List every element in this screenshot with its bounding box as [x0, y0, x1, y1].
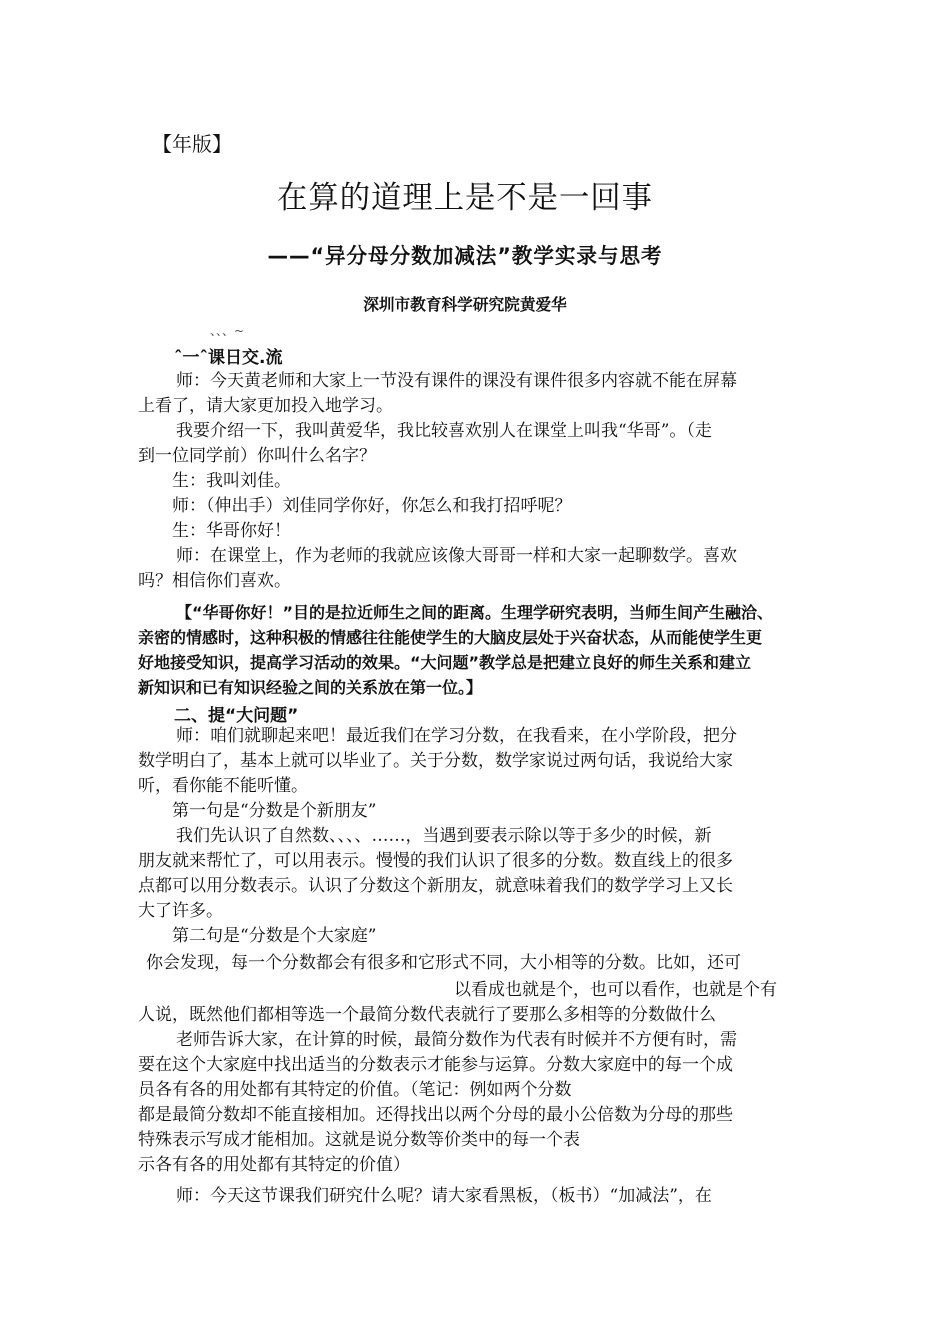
- paragraph-line: 我要介绍一下，我叫黄爱华，我比较喜欢别人在课堂上叫我“华哥”。（走: [176, 421, 712, 441]
- paragraph-line: 生：华哥你好！: [172, 521, 291, 541]
- paragraph-line: 上看了，请大家更加投入地学习。: [138, 396, 393, 416]
- text-fragment: 、、、~: [210, 324, 245, 338]
- paragraph-line: 师：今天这节课我们研究什么呢？请大家看黑板，（板书）“加减法”，在: [176, 1186, 712, 1206]
- paragraph-line: 人说，既然他们都相等选一个最简分数代表就行了要那么多相等的分数做什么: [138, 1005, 716, 1025]
- paragraph-line: 特殊表示写成才能相加。这就是说分数等价类中的每一个表: [138, 1130, 580, 1150]
- paragraph-line: 师：咱们就聊起来吧！最近我们在学习分数，在我看来，在小学阶段，把分: [176, 726, 737, 746]
- commentary-line: 亲密的情感时，这种积极的情感往往能使学生的大脑皮层处于兴奋状态，从而能使学生更: [138, 628, 763, 647]
- paragraph-line: 到一位同学前）你叫什么名字？: [138, 446, 376, 466]
- paragraph-line: 大了许多。: [138, 901, 223, 921]
- document-subtitle: ——“异分母分数加减法”教学实录与思考: [267, 244, 663, 268]
- paragraph-line: 老师告诉大家，在计算的时候，最简分数作为代表有时候并不方便有时，需: [176, 1030, 737, 1050]
- document-title: 在算的道理上是不是一回事: [277, 180, 653, 216]
- paragraph-line: 师：今天黄老师和大家上一节没有课件的课没有课件很多内容就不能在屏幕: [176, 371, 737, 391]
- paragraph-line: 第一句是“分数是个新朋友”: [172, 801, 377, 821]
- section-1-heading: ˆ一ˆ课日交.流: [174, 348, 283, 368]
- paragraph-line: 要在这个大家庭中找出适当的分数表示才能参与运算。分数大家庭中的每一个成: [138, 1055, 733, 1075]
- author-line: 深圳市教育科学研究院黄爱华: [363, 295, 567, 314]
- paragraph-line: 点都可以用分数表示。认识了分数这个新朋友，就意味着我们的数学学习上又长: [138, 876, 733, 896]
- paragraph-line: 朋友就来帮忙了，可以用表示。慢慢的我们认识了很多的分数。数直线上的很多: [138, 851, 733, 871]
- paragraph-line: 吗？相信你们喜欢。: [138, 571, 291, 591]
- paragraph-line: 听，看你能不能听懂。: [138, 776, 308, 796]
- paragraph-line: 员各有各的用处都有其特定的价值。（笔记：例如两个分数: [138, 1080, 572, 1100]
- edition-label: 【年版】: [152, 132, 232, 156]
- paragraph-line: 数学明白了，基本上就可以毕业了。关于分数，数学家说过两句话，我说给大家: [138, 751, 733, 771]
- paragraph-line: 以看成也就是个，也可以看作，也就是个有: [454, 980, 777, 1000]
- commentary-line: 【“华哥你好！”目的是拉近师生之间的距离。生理学研究表明，当师生间产生融洽、: [176, 603, 774, 622]
- paragraph-line: 生：我叫刘佳。: [172, 471, 291, 491]
- paragraph-line: 第二句是“分数是个大家庭”: [172, 926, 377, 946]
- commentary-line: 好地接受知识，提高学习活动的效果。“大问题”教学总是把建立良好的师生关系和建立: [138, 653, 752, 672]
- paragraph-line: 都是最简分数却不能直接相加。还得找出以两个分母的最小公倍数为分母的那些: [138, 1105, 733, 1125]
- paragraph-line: 师：（伸出手）刘佳同学你好，你怎么和我打招呼呢？: [172, 496, 572, 516]
- paragraph-line: 你会发现，每一个分数都会有很多和它形式不同，大小相等的分数。比如，还可: [146, 953, 741, 973]
- commentary-line: 新知识和已有知识经验之间的关系放在第一位。】: [138, 678, 483, 697]
- section-2-heading: 二、提“大问题”: [174, 706, 299, 726]
- paragraph-line: 师：在课堂上，作为老师的我就应该像大哥哥一样和大家一起聊数学。喜欢: [176, 546, 737, 566]
- paragraph-line: 示各有各的用处都有其特定的价值）: [138, 1155, 410, 1175]
- paragraph-line: 我们先认识了自然数、、、、……，当遇到要表示除以等于多少的时候，新: [176, 826, 712, 846]
